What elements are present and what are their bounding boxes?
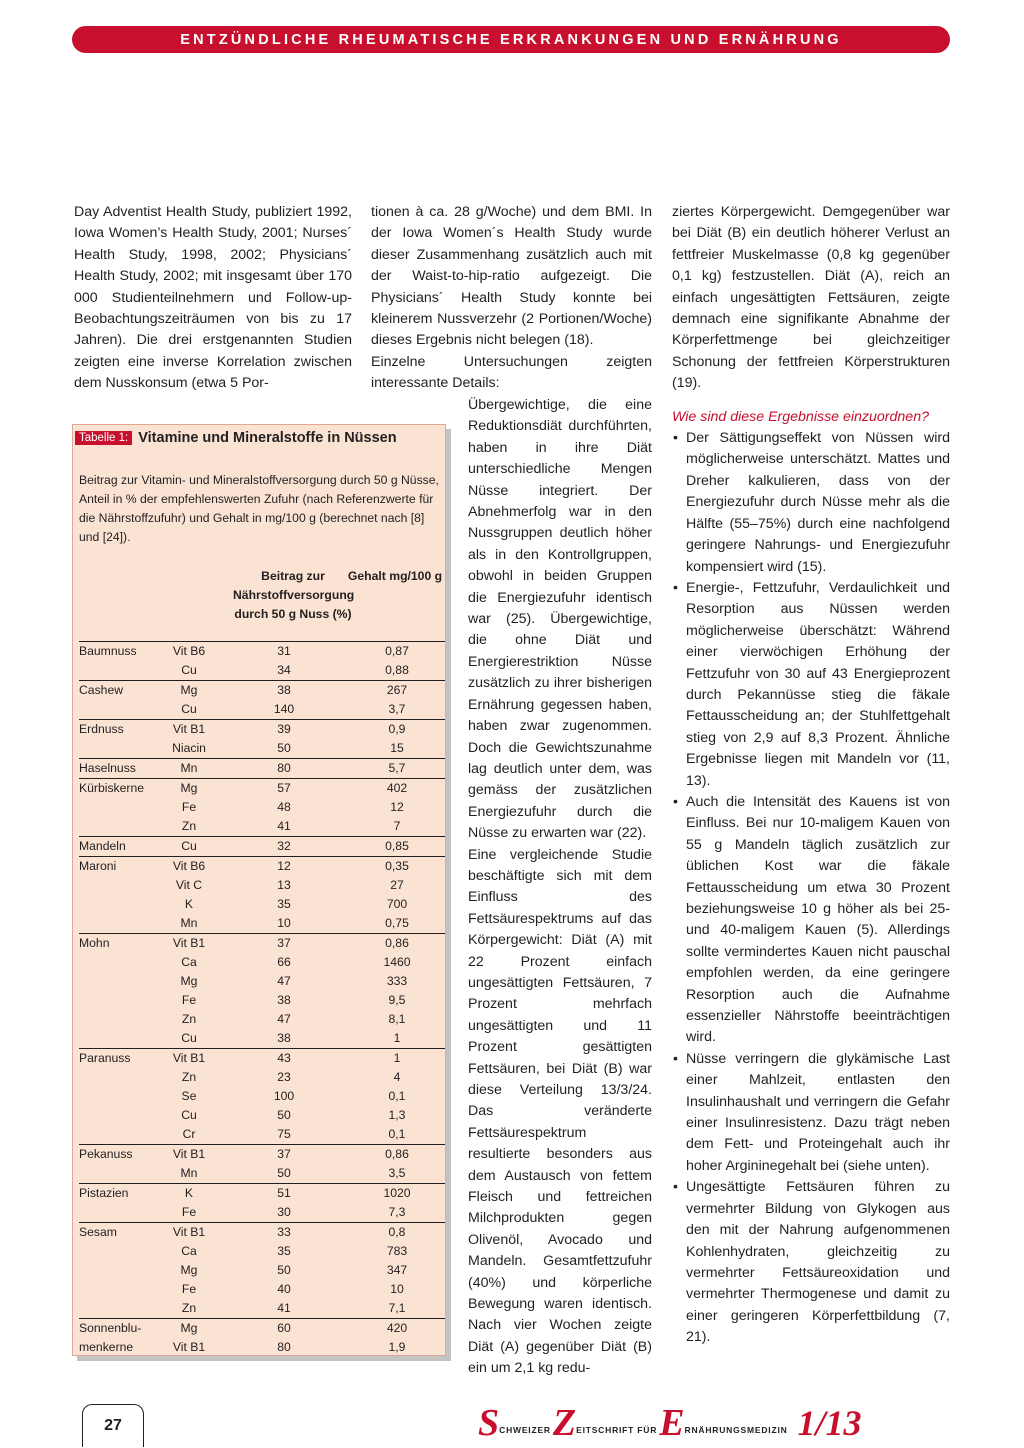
table-row bbox=[79, 1318, 445, 1338]
table-cell-content: 3,7 bbox=[388, 702, 406, 716]
table-cell-percent: 41 bbox=[277, 1301, 291, 1315]
table-cell-content: 0,88 bbox=[385, 663, 409, 677]
table-row bbox=[79, 680, 445, 700]
text-column-2-bottom bbox=[468, 395, 652, 1380]
table-cell-nutrient: Mn bbox=[180, 1166, 198, 1180]
table-cell-percent: 38 bbox=[277, 993, 291, 1007]
table-cell-percent: 35 bbox=[277, 897, 291, 911]
table-cell-nutrient: K bbox=[184, 1186, 194, 1200]
table-row bbox=[79, 700, 445, 719]
table-row bbox=[79, 817, 445, 836]
table-cell-content: 27 bbox=[390, 878, 404, 892]
masthead-letter: Z bbox=[552, 1402, 577, 1444]
table-row bbox=[79, 1338, 445, 1357]
table-cell-nutrient: Cu bbox=[181, 702, 197, 716]
table-cell-content: 333 bbox=[386, 974, 408, 988]
table-cell-percent: 51 bbox=[277, 1186, 291, 1200]
table-cell-nutrient: Niacin bbox=[172, 741, 206, 755]
table-cell-content: 10 bbox=[390, 1282, 404, 1296]
table-cell-percent: 48 bbox=[277, 800, 291, 814]
table-cell-percent: 32 bbox=[277, 839, 291, 853]
bullet-list bbox=[672, 428, 950, 1348]
table-cell-food: Mohn bbox=[79, 936, 110, 950]
table-cell-content: 0,87 bbox=[385, 644, 409, 658]
table-cell-food: Sonnenblu- bbox=[79, 1321, 142, 1335]
table-cell-nutrient: Vit B1 bbox=[172, 1147, 206, 1161]
table-cell-food: Mandeln bbox=[79, 839, 126, 853]
table-cell-percent: 38 bbox=[277, 683, 291, 697]
table-cell-percent: 47 bbox=[277, 974, 291, 988]
table-cell-nutrient: Vit B1 bbox=[172, 1051, 206, 1065]
table-cell-food: menkerne bbox=[79, 1340, 134, 1354]
table-cell-nutrient: Cu bbox=[181, 1108, 197, 1122]
masthead-letter: E bbox=[659, 1402, 685, 1444]
table-row bbox=[79, 1261, 445, 1280]
table-row bbox=[79, 1087, 445, 1106]
table-cell-content: 7,3 bbox=[388, 1205, 406, 1219]
list-item: • Auch die Intensität des Kauens ist von Einfluss. Bei nur 10-maligem Kauen von 55 g Mandeln täglich zusätzlich zur üblichen Kost war die fäkale Fettausscheidung um etwa 30 Prozent beziehungsweise 10 g höher als bei 25- und 40-maligem Kauen (5). Allerdings sollte vermindertes Kauen nicht pauschal empfohlen werden, da eine geringere Resorption auch die Aufnahme essenzieller Nährstoffe beeinträchtigen wird. bbox=[672, 792, 950, 1049]
table-cell-nutrient: Mn bbox=[180, 916, 198, 930]
table-cell-percent: 37 bbox=[277, 1147, 291, 1161]
table-row bbox=[79, 895, 445, 914]
table-cell-percent: 43 bbox=[277, 1051, 291, 1065]
table-row bbox=[79, 739, 445, 758]
table-row bbox=[79, 836, 445, 856]
table-cell-content: 1 bbox=[393, 1051, 401, 1065]
table-cell-nutrient: Mg bbox=[180, 1263, 198, 1277]
table-cell-content: 1,3 bbox=[388, 1108, 406, 1122]
table-cell-food: Paranuss bbox=[79, 1051, 131, 1065]
table-cell-content: 0,9 bbox=[388, 722, 406, 736]
list-item: • Ungesättigte Fettsäuren führen zu vermehrter Bildung von Glykogen aus den mit der Nahrung aufgenommenen Kohlenhydraten, gleichzeitig zu vermehrter Fettsäureoxidation und vermehrter Thermogenese und damit zu einer geringeren Körperfettbildung (7, 21). bbox=[672, 1177, 950, 1348]
table-cell-percent: 57 bbox=[277, 781, 291, 795]
table-cell-content: 0,75 bbox=[385, 916, 409, 930]
subheading: Wie sind diese Ergebnisse einzuordnen? bbox=[672, 408, 929, 425]
table-cell-food: Haselnuss bbox=[79, 761, 136, 775]
table-row bbox=[79, 778, 445, 798]
table-cell-nutrient: Mg bbox=[180, 974, 198, 988]
table-cell-content: 5,7 bbox=[388, 761, 406, 775]
list-item: • Nüsse verringern die glykämische Last einer Mahlzeit, entlasten den Insulinhaushalt und verringern die Gefahr einer Insulinresistenz. Dazu trägt neben dem Fett- und Proteingehalt auch ihr hoher Argininegehalt bei (siehe unten). bbox=[672, 1049, 950, 1177]
table-cell-food: Erdnuss bbox=[79, 722, 124, 736]
table-cell-nutrient: Mg bbox=[180, 781, 198, 795]
masthead-word: RNÄHRUNGSMEDIZIN bbox=[684, 1425, 788, 1435]
table-cell-content: 1,9 bbox=[388, 1340, 406, 1354]
text-column-3 bbox=[672, 202, 950, 1349]
column-header-percent: Beitrag zur Nährstoffversorgung durch 50 g Nuss (%) bbox=[233, 569, 355, 621]
table-cell-percent: 39 bbox=[277, 722, 291, 736]
table-cell-nutrient: K bbox=[184, 897, 194, 911]
table-cell-percent: 50 bbox=[277, 1108, 291, 1122]
table-cell-content: 12 bbox=[390, 800, 404, 814]
table-row bbox=[79, 1164, 445, 1183]
issue-number: 1/13 bbox=[797, 1403, 862, 1443]
table-cell-content: 402 bbox=[386, 781, 408, 795]
table-cell-nutrient: Fe bbox=[181, 800, 197, 814]
table-caption bbox=[75, 430, 397, 446]
table-cell-percent: 30 bbox=[277, 1205, 291, 1219]
table-cell-percent: 50 bbox=[277, 1166, 291, 1180]
table-cell-content: 1020 bbox=[383, 1186, 411, 1200]
nutrient-table-box bbox=[72, 424, 446, 1356]
table-row bbox=[79, 798, 445, 817]
table-row bbox=[79, 1106, 445, 1125]
table-cell-percent: 38 bbox=[277, 1031, 291, 1045]
table-cell-content: 0,8 bbox=[388, 1225, 406, 1239]
table-cell-food: Maroni bbox=[79, 859, 117, 873]
table-cell-percent: 40 bbox=[277, 1282, 291, 1296]
list-item: • Der Sättigungseffekt von Nüssen wird möglicherweise unterschätzt. Mattes und Dreher kalkulieren, dass von der Energiezufuhr durch Nüsse mehr als die Hälfte (55–75%) durch eine nachfolgend geringere Nahrungs- und Energiezufuhr kompensiert wird (15). bbox=[672, 428, 950, 578]
section-header bbox=[72, 26, 950, 53]
masthead-word: EITSCHRIFT FÜR bbox=[576, 1425, 658, 1435]
table-row bbox=[79, 1222, 445, 1242]
table-row bbox=[79, 641, 445, 661]
table-cell-percent: 34 bbox=[277, 663, 291, 677]
table-cell-nutrient: Ca bbox=[181, 1244, 197, 1258]
table-cell-food: Baumnuss bbox=[79, 644, 137, 658]
table-cell-nutrient: Vit B6 bbox=[172, 644, 206, 658]
table-cell-percent: 80 bbox=[277, 761, 291, 775]
table-cell-content: 267 bbox=[386, 683, 408, 697]
table-row bbox=[79, 933, 445, 953]
table-row bbox=[79, 953, 445, 972]
column-header-content: Gehalt mg/100 g bbox=[347, 569, 443, 583]
paragraph: ziertes Körpergewicht. Demgegenüber war bei Diät (B) ein deutlich höherer Verlust an fettfreier Muskelmasse (0,8 kg gegenüber 0,1 kg) festzustellen. Diät (A), reich an einfach ungesättigten Fettsäuren, zeigte demnach eine signifikante Abnahme der Körperfettmenge bei gleichzeitiger Schonung der fettfreien Körperstrukturen (19). bbox=[672, 204, 950, 392]
table-cell-nutrient: Cu bbox=[181, 1031, 197, 1045]
table-cell-percent: 75 bbox=[277, 1127, 291, 1141]
table-cell-nutrient: Fe bbox=[181, 993, 197, 1007]
table-cell-percent: 35 bbox=[277, 1244, 291, 1258]
table-row bbox=[79, 1010, 445, 1029]
table-row bbox=[79, 991, 445, 1010]
table-cell-nutrient: Cu bbox=[181, 839, 197, 853]
table-cell-nutrient: Vit C bbox=[175, 878, 203, 892]
table-cell-percent: 41 bbox=[277, 819, 291, 833]
table-cell-content: 0,1 bbox=[388, 1127, 406, 1141]
table-row bbox=[79, 1203, 445, 1222]
table-cell-content: 0,35 bbox=[385, 859, 409, 873]
table-cell-percent: 33 bbox=[277, 1225, 291, 1239]
table-row bbox=[79, 1029, 445, 1048]
table-cell-content: 0,85 bbox=[385, 839, 409, 853]
table-cell-percent: 66 bbox=[277, 955, 291, 969]
table-cell-content: 420 bbox=[386, 1321, 408, 1335]
table-row bbox=[79, 1280, 445, 1299]
list-item: • Energie-, Fettzufuhr, Verdaulichkeit und Resorption aus Nüssen werden möglicherweise überschätzt: Während einer vierwöchigen Erhöhung der Fettzufuhr von 30 auf 43 Energieprozent durch Pekannüsse stieg die fäkale Fettausscheidung an; der Stuhlfettgehalt stieg von 2,9 auf 8,3 Prozent. Ähnliche Ergebnisse liegen mit Mandeln vor (11, 13). bbox=[672, 578, 950, 792]
table-cell-nutrient: Zn bbox=[181, 1301, 197, 1315]
table-cell-nutrient: Ca bbox=[181, 955, 197, 969]
table-row bbox=[79, 876, 445, 895]
table-cell-percent: 100 bbox=[273, 1089, 295, 1103]
section-title: ENTZÜNDLICHE RHEUMATISCHE ERKRANKUNGEN UND ERNÄHRUNG bbox=[180, 31, 842, 48]
table-cell-nutrient: Vit B1 bbox=[172, 1340, 206, 1354]
table-cell-nutrient: Mg bbox=[180, 683, 198, 697]
table-cell-nutrient: Zn bbox=[181, 819, 197, 833]
table-cell-content: 4 bbox=[393, 1070, 401, 1084]
paragraph: Einzelne Untersuchungen zeigten interessante Details: bbox=[371, 353, 652, 392]
table-cell-content: 8,1 bbox=[388, 1012, 406, 1026]
table-row bbox=[79, 1242, 445, 1261]
table-cell-content: 0,1 bbox=[388, 1089, 406, 1103]
table-cell-content: 700 bbox=[386, 897, 408, 911]
table-row bbox=[79, 856, 445, 876]
table-body bbox=[79, 641, 445, 1357]
table-row bbox=[79, 1183, 445, 1203]
table-cell-nutrient: Zn bbox=[181, 1012, 197, 1026]
table-label: Tabelle 1: bbox=[75, 431, 132, 445]
table-row bbox=[79, 1144, 445, 1164]
masthead-word: CHWEIZER bbox=[499, 1425, 551, 1435]
table-cell-percent: 50 bbox=[277, 1263, 291, 1277]
table-cell-percent: 50 bbox=[277, 741, 291, 755]
table-cell-nutrient: Se bbox=[181, 1089, 197, 1103]
table-cell-percent: 13 bbox=[277, 878, 291, 892]
table-cell-content: 1 bbox=[393, 1031, 401, 1045]
table-cell-percent: 10 bbox=[277, 916, 291, 930]
table-row bbox=[79, 1299, 445, 1318]
table-cell-nutrient: Cr bbox=[182, 1127, 196, 1141]
table-cell-nutrient: Zn bbox=[181, 1070, 197, 1084]
table-cell-food: Cashew bbox=[79, 683, 124, 697]
text-column-1 bbox=[74, 202, 352, 395]
paragraph: Day Adventist Health Study, publiziert 1992, Iowa Women’s Health Study, 2001; Nurses´ Health Study, 1998, 2002; Physicians´ Health Study, 2002; mit insgesamt über 170 000 Studienteilnehmern und Follow-up-Beobachtungszeiträumen von bis zu 17 Jahren). Die drei erstgenannten Studien zeigten eine inverse Korrelation zwischen dem Nusskonsum (etwa 5 Por- bbox=[74, 204, 352, 392]
table-cell-content: 9,5 bbox=[388, 993, 406, 1007]
table-cell-content: 347 bbox=[386, 1263, 408, 1277]
journal-masthead bbox=[478, 1398, 862, 1442]
table-cell-percent: 12 bbox=[277, 859, 291, 873]
table-cell-food: Sesam bbox=[79, 1225, 117, 1239]
table-cell-content: 1460 bbox=[383, 955, 411, 969]
table-cell-content: 7 bbox=[393, 819, 401, 833]
table-cell-nutrient: Vit B1 bbox=[172, 936, 206, 950]
table-title: Vitamine und Mineralstoffe in Nüssen bbox=[138, 430, 397, 446]
table-cell-content: 783 bbox=[386, 1244, 408, 1258]
table-cell-nutrient: Mg bbox=[180, 1321, 198, 1335]
table-cell-nutrient: Cu bbox=[181, 663, 197, 677]
table-cell-percent: 37 bbox=[277, 936, 291, 950]
table-row bbox=[79, 1068, 445, 1087]
table-cell-content: 0,86 bbox=[385, 1147, 409, 1161]
table-cell-nutrient: Fe bbox=[181, 1205, 197, 1219]
table-cell-content: 0,86 bbox=[385, 936, 409, 950]
table-row bbox=[79, 972, 445, 991]
page-number: 27 bbox=[82, 1404, 144, 1447]
text-column-2-top bbox=[371, 202, 652, 395]
paragraph: Übergewichtige, die eine Reduktionsdiät durchführten, haben in ihre Diät unterschiedliche Mengen Nüsse integriert. Der Abnehmerfolg war in den Nussgruppen deutlich höher als in den Kontrollgruppen, obwohl in beiden Gruppen die Energiezufuhr identisch war (25). Übergewichtige, die ohne Diät und Energierestriktion Nüsse zusätzlich zu ihrer bisherigen Ernährung gegessen haben, haben zwar zugenommen. Doch die Gewichtszunahme lag deutlich unter dem, was gemäss der zusätzlichen Energiezufuhr durch die Nüsse zu erwarten war (22). bbox=[468, 397, 652, 842]
table-row bbox=[79, 1125, 445, 1144]
table-cell-percent: 47 bbox=[277, 1012, 291, 1026]
table-row bbox=[79, 1048, 445, 1068]
table-description: Beitrag zur Vitamin- und Mineralstoffversorgung durch 50 g Nüsse, Anteil in % der empfehlenswerten Zufuhr (nach Referenzwerte für die Nährstoffzufuhr) und Gehalt in mg/100 g (berechnet nach [8] und [24]). bbox=[79, 473, 439, 544]
table-cell-percent: 23 bbox=[277, 1070, 291, 1084]
table-cell-content: 3,5 bbox=[388, 1166, 406, 1180]
paragraph: Eine vergleichende Studie beschäftigte sich mit dem Einfluss des Fettsäurespektrums auf das Körpergewicht: Diät (A) mit 22 Prozent einfach ungesättigten Fettsäuren, 7 Prozent mehrfach ungesättigten und 11 Prozent gesättigten Fettsäuren, bei Diät (B) war diese Verteilung 13/3/24. Das veränderte Fettsäurespektrum resultierte besonders aus dem Austausch von fettem Fleisch und fettreichen Milchprodukten gegen Olivenöl, Avocado und Mandeln. Gesamtfettzufuhr (40%) und körperliche Bewegung waren identisch. Nach vier Wochen zeigte Diät (A) gegenüber Diät (B) ein um 2,1 kg redu- bbox=[468, 846, 652, 1377]
table-cell-nutrient: Mn bbox=[180, 761, 198, 775]
table-cell-food: Pistazien bbox=[79, 1186, 129, 1200]
table-cell-food: Pekanuss bbox=[79, 1147, 133, 1161]
table-cell-nutrient: Vit B1 bbox=[172, 722, 206, 736]
table-cell-food: Kürbiskerne bbox=[79, 781, 145, 795]
table-cell-percent: 31 bbox=[277, 644, 291, 658]
table-cell-percent: 60 bbox=[277, 1321, 291, 1335]
table-cell-nutrient: Fe bbox=[181, 1282, 197, 1296]
table-cell-percent: 80 bbox=[277, 1340, 291, 1354]
table-cell-nutrient: Vit B6 bbox=[172, 859, 206, 873]
table-cell-content: 15 bbox=[390, 741, 404, 755]
table-cell-percent: 140 bbox=[273, 702, 295, 716]
table-cell-nutrient: Vit B1 bbox=[172, 1225, 206, 1239]
table-row bbox=[79, 661, 445, 680]
paragraph: tionen à ca. 28 g/Woche) und dem BMI. In der Iowa Women´s Health Study wurde dieser Zusammenhang zusätzlich auch mit der Waist-to-hip-ratio aufgezeigt. Die Physicians´ Health Study konnte bei kleinerem Nussverzehr (2 Portionen/Woche) dieses Ergebnis nicht belegen (18). bbox=[371, 204, 652, 349]
table-row bbox=[79, 758, 445, 778]
table-row bbox=[79, 914, 445, 933]
table-cell-content: 7,1 bbox=[388, 1301, 406, 1315]
table-row bbox=[79, 719, 445, 739]
masthead-letter: S bbox=[478, 1402, 500, 1444]
